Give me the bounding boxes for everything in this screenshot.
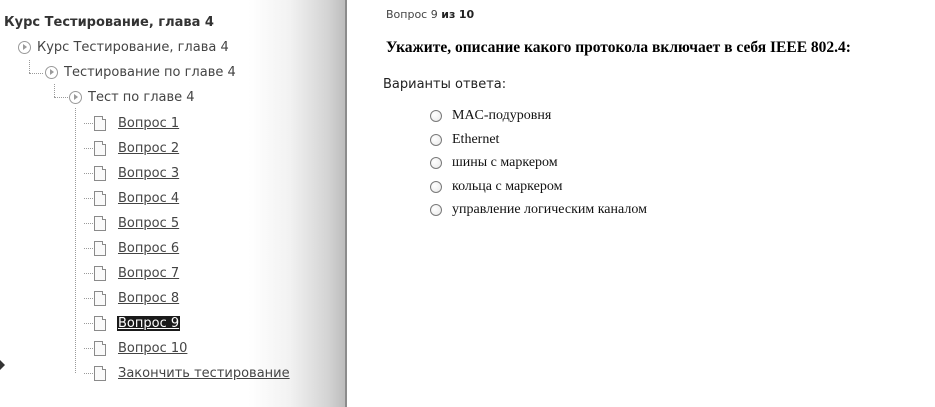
sidebar-question-item[interactable]	[84, 112, 180, 134]
document-icon	[94, 366, 106, 381]
tree-connector	[75, 108, 76, 373]
tree-connector	[84, 248, 93, 249]
answer-option-label: кольца с маркером	[452, 178, 563, 194]
document-icon	[94, 266, 106, 281]
sidebar-question-item[interactable]	[84, 312, 180, 334]
answer-option-label: Ethernet	[452, 131, 500, 147]
radio-button[interactable]	[430, 157, 442, 169]
sidebar-question-link[interactable]: Вопрос 1	[118, 115, 180, 131]
document-icon	[94, 291, 106, 306]
sidebar-question-link[interactable]: Вопрос 5	[118, 215, 180, 231]
document-icon	[94, 216, 106, 231]
sidebar-question-link[interactable]: Вопрос 4	[118, 190, 180, 206]
answer-option-label: шины с маркером	[452, 155, 558, 170]
document-icon	[94, 241, 106, 256]
sidebar-question-item[interactable]	[84, 162, 180, 184]
progress-total: 10	[458, 8, 475, 21]
sidebar-question-item[interactable]	[84, 287, 180, 309]
answer-option-label: MAC-подуровня	[452, 108, 552, 123]
sidebar-question-link[interactable]: Вопрос 3	[118, 165, 180, 181]
tree-connector	[84, 198, 93, 199]
tree-connector	[54, 97, 68, 98]
sidebar-question-link[interactable]: Закончить тестирование	[118, 365, 290, 381]
tree-connector	[84, 348, 93, 349]
radio-button[interactable]	[430, 110, 442, 122]
sidebar-question-link[interactable]: Вопрос 6	[118, 240, 180, 256]
sidebar	[0, 0, 345, 407]
radio-button[interactable]	[430, 134, 442, 146]
tree-connector	[84, 173, 93, 174]
document-icon	[94, 341, 106, 356]
tree-node-course-label: Курс Тестирование, глава 4	[37, 39, 229, 55]
answer-option[interactable]	[430, 106, 551, 126]
tree-node-chapter-label: Тестирование по главе 4	[64, 64, 236, 80]
tree-node-test-label: Тест по главе 4	[88, 89, 195, 105]
document-icon	[94, 141, 106, 156]
radio-button[interactable]	[430, 181, 442, 193]
course-title: Курс Тестирование, глава 4	[4, 15, 214, 30]
tree-connector	[84, 373, 93, 374]
sidebar-question-item[interactable]	[84, 262, 180, 284]
sidebar-question-item[interactable]	[84, 187, 180, 209]
answer-option[interactable]	[430, 130, 499, 150]
play-circle-icon	[18, 41, 31, 54]
document-icon	[94, 316, 106, 331]
tree-node-chapter[interactable]	[45, 62, 236, 82]
answer-option-label: управление логическим каналом	[452, 202, 647, 217]
sidebar-question-item[interactable]	[84, 337, 188, 359]
question-progress	[386, 8, 474, 21]
sidebar-question-item[interactable]	[84, 212, 180, 234]
sidebar-divider	[345, 0, 347, 407]
answer-option[interactable]	[430, 153, 558, 173]
sidebar-question-link[interactable]: Вопрос 8	[118, 290, 180, 306]
tree-connector	[29, 73, 43, 74]
sidebar-question-link[interactable]: Вопрос 10	[118, 340, 188, 356]
answer-option[interactable]	[430, 200, 647, 220]
tree-connector	[29, 60, 30, 73]
document-icon	[94, 116, 106, 131]
sidebar-question-link[interactable]: Вопрос 2	[118, 140, 180, 156]
tree-connector	[84, 123, 93, 124]
sidebar-question-link[interactable]: Вопрос 7	[118, 265, 180, 281]
sidebar-question-item[interactable]	[84, 137, 180, 159]
tree-connector	[54, 84, 55, 97]
document-icon	[94, 191, 106, 206]
answer-option[interactable]	[430, 177, 562, 197]
sidebar-question-item[interactable]	[84, 362, 291, 384]
tree-node-test[interactable]	[69, 87, 195, 107]
document-icon	[94, 166, 106, 181]
progress-of: из	[441, 8, 456, 21]
question-text: Укажите, описание какого протокола включает в себя IEEE 802.4:	[386, 39, 851, 56]
tree-connector	[84, 148, 93, 149]
play-circle-icon	[69, 91, 82, 104]
play-circle-icon	[45, 66, 58, 79]
sidebar-question-item[interactable]	[84, 237, 180, 259]
progress-current: 9	[430, 8, 438, 21]
tree-connector	[84, 273, 93, 274]
tree-connector	[84, 298, 93, 299]
radio-button[interactable]	[430, 204, 442, 216]
answers-label: Варианты ответа:	[383, 77, 507, 92]
tree-node-course[interactable]	[18, 37, 229, 57]
tree-connector	[84, 223, 93, 224]
collapse-arrow-icon[interactable]	[0, 360, 5, 370]
progress-prefix: Вопрос	[386, 8, 428, 21]
tree-connector	[84, 323, 93, 324]
sidebar-question-link[interactable]: Вопрос 9	[118, 315, 180, 331]
